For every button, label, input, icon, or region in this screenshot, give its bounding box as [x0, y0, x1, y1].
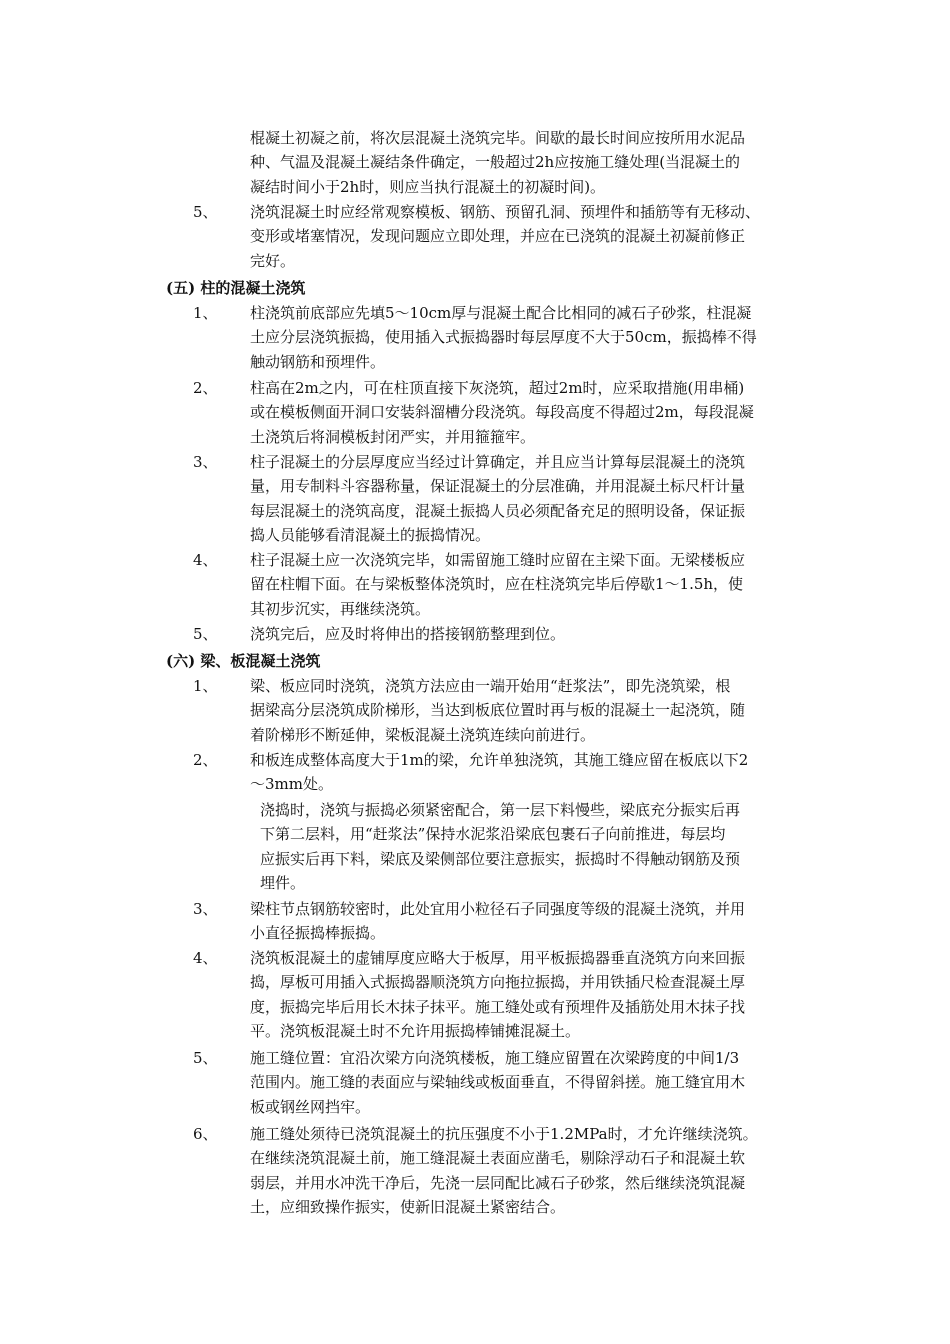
section-6-item-line: 施工缝位置：宜沿次梁方向浇筑楼板，施工缝应留置在次梁跨度的中间1/3 [250, 1049, 740, 1067]
section-5-item-line: 每层混凝土的浇筑高度，混凝土振捣人员必须配备充足的照明设备，保证振 [250, 501, 746, 520]
section-5-heading: (五) 柱的混凝土浇筑 [166, 279, 306, 297]
item-5-line: 变形或堵塞情况，发现问题应立即处理，并应在已浇筑的混凝土初凝前修正 [250, 227, 746, 246]
section-6-item-line: 应振实后再下料，梁底及梁侧部位要注意振实，振捣时不得触动钢筋及预 [260, 849, 741, 868]
section-6-item-line: 梁柱节点钢筋较密时，此处宜用小粒径石子同强度等级的混凝土浇筑，并用 [250, 900, 746, 918]
section-6-item-line: 着阶梯形不断延伸，梁板混凝土浇筑连续向前进行。 [250, 725, 596, 744]
section-6-item-line: 据梁高分层浇筑成阶梯形，当达到板底位置时再与板的混凝土一起浇筑，随 [250, 701, 746, 720]
section-6-item-line: 度，振捣完毕后用长木抹子抹平。施工缝处或有预埋件及插筋处用木抹子找 [250, 997, 746, 1016]
section-6-item-line: 浇筑板混凝土的虚铺厚度应略大于板厚，用平板振捣器垂直浇筑方向来回振 [250, 949, 746, 967]
section-6-item-line: 土，应细致操作振实，使新旧混凝土紧密结合。 [250, 1198, 566, 1217]
section-6-item-number: 6、 [193, 1125, 218, 1143]
section-5-item-line: 柱浇筑前底部应先填5～10cm厚与混凝土配合比相同的减石子砂浆，柱混凝 [250, 304, 752, 322]
section-5-item-number: 1、 [193, 304, 218, 322]
section-5-item-line: 柱子混凝土的分层厚度应当经过计算确定，并且应当计算每层混凝土的浇筑 [250, 453, 746, 471]
section-6-item-line: 浇捣时，浇筑与振捣必须紧密配合，第一层下料慢些，梁底充分振实后再 [260, 801, 741, 819]
section-5-item-line: 其初步沉实，再继续浇筑。 [250, 599, 431, 618]
section-6-item-line: 和板连成整体高度大于1m的梁，允许单独浇筑，其施工缝应留在板底以下2 [250, 751, 749, 769]
section-5-item-line: 留在柱帽下面。在与梁板整体浇筑时，应在柱浇筑完毕后停歇1～1.5h，使 [250, 575, 744, 594]
section-6-item-line: ～3mm处。 [250, 775, 333, 794]
section-6-item-line: 平。浇筑板混凝土时不允许用振捣棒铺摊混凝土。 [250, 1022, 581, 1041]
section-6-item-line: 埋件。 [260, 874, 306, 893]
section-6-item-line: 施工缝处须待已浇筑混凝土的抗压强度不小于1.2MPa时，才允许继续浇筑。 [250, 1125, 758, 1143]
section-5-item-number: 2、 [193, 379, 218, 397]
section-5-item-line: 捣人员能够看清混凝土的振捣情况。 [250, 526, 491, 545]
section-5-item-line: 柱高在2m之内，可在柱顶直接下灰浇筑，超过2m时，应采取措施(用串桶) [250, 379, 745, 397]
section-6-item-number: 4、 [193, 949, 218, 967]
intro-line: 种、气温及混凝土凝结条件确定，一般超过2h应按施工缝处理(当混凝土的 [250, 153, 741, 172]
section-5-item-line: 触动钢筋和预埋件。 [250, 352, 386, 371]
section-6-item-number: 5、 [193, 1049, 218, 1067]
section-5-item-line: 柱子混凝土应一次浇筑完毕，如需留施工缝时应留在主梁下面。无梁楼板应 [250, 551, 746, 569]
section-6-item-number: 3、 [193, 900, 218, 918]
item-5-line: 浇筑混凝土时应经常观察模板、钢筋、预留孔洞、预埋件和插筋等有无移动、 [250, 203, 761, 221]
section-6-heading: (六) 梁、板混凝土浇筑 [166, 652, 321, 670]
intro-line: 凝结时间小于2h时，则应当执行混凝土的初凝时间)。 [250, 177, 606, 196]
section-6-item-line: 板或钢丝网挡牢。 [250, 1097, 371, 1116]
section-6-item-line: 在继续浇筑混凝土前，施工缝混凝土表面应凿毛，剔除浮动石子和混凝土软 [250, 1149, 746, 1168]
section-5-item-number: 5、 [193, 625, 218, 643]
section-6-item-line: 捣，厚板可用插入式振捣器顺浇筑方向拖拉振捣，并用铁插尺检查混凝土厚 [250, 973, 746, 992]
section-6-item-number: 2、 [193, 751, 218, 769]
section-6-item-line: 弱层，并用水冲洗干净后，先浇一层同配比减石子砂浆，然后继续浇筑混凝 [250, 1173, 746, 1192]
section-6-item-line: 小直径振捣棒振捣。 [250, 924, 386, 943]
section-5-item-number: 3、 [193, 453, 218, 471]
item-5-number: 5、 [193, 203, 218, 221]
section-5-item-line: 浇筑完后，应及时将伸出的搭接钢筋整理到位。 [250, 625, 566, 643]
section-5-item-line: 土浇筑后将洞模板封闭严实，并用箍箍牢。 [250, 427, 536, 446]
intro-line: 棍凝土初凝之前，将次层混凝土浇筑完毕。间歇的最长时间应按所用水泥品 [250, 129, 746, 147]
section-5-item-line: 土应分层浇筑振捣，使用插入式振捣器时每层厚度不大于50cm，振捣棒不得 [250, 328, 757, 347]
section-6-item-line: 下第二层料，用“赶浆法”保持水泥浆沿梁底包裹石子向前推进，每层均 [260, 825, 726, 844]
section-5-item-line: 或在模板侧面开洞口安装斜溜槽分段浇筑。每段高度不得超过2m，每段混凝 [250, 403, 754, 422]
section-6-item-line: 梁、板应同时浇筑，浇筑方法应由一端开始用“赶浆法”，即先浇筑梁，根 [250, 677, 731, 695]
section-6-item-number: 1、 [193, 677, 218, 695]
section-6-item-line: 范围内。施工缝的表面应与梁轴线或板面垂直，不得留斜搓。施工缝宜用木 [250, 1073, 746, 1092]
section-5-item-line: 量，用专制料斗容器称量，保证混凝土的分层准确，并用混凝土标尺杆计量 [250, 477, 746, 496]
section-5-item-number: 4、 [193, 551, 218, 569]
item-5-line: 完好。 [250, 251, 296, 270]
